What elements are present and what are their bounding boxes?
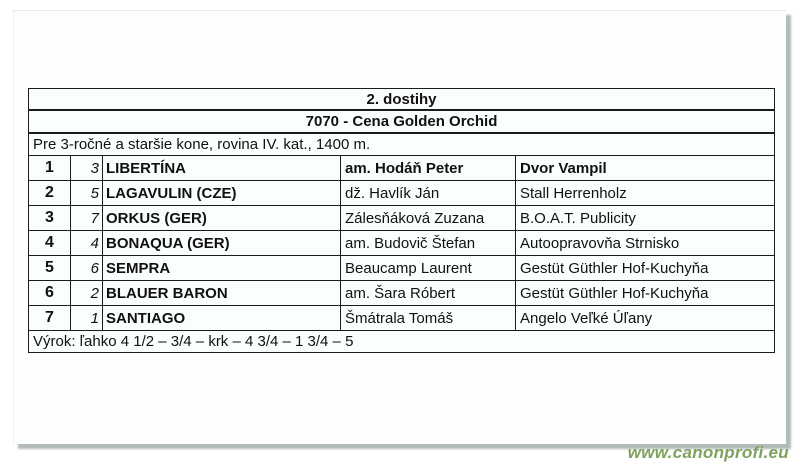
result-owner: Gestüt Güthler Hof-Kuchyňa xyxy=(516,281,775,306)
race-verdict-row xyxy=(29,331,775,353)
race-conditions: Pre 3-ročné a staršie kone, rovina IV. kat., 1400 m. xyxy=(29,133,775,156)
result-owner: Stall Herrenholz xyxy=(516,181,775,206)
result-place: 4 xyxy=(29,231,71,256)
result-program-number: 4 xyxy=(71,231,103,256)
race-name: 7070 - Cena Golden Orchid xyxy=(29,110,775,133)
result-place: 5 xyxy=(29,256,71,281)
result-jockey: am. Šara Róbert xyxy=(341,281,516,306)
result-program-number: 7 xyxy=(71,206,103,231)
result-row xyxy=(29,206,775,231)
result-row xyxy=(29,181,775,206)
result-horse-name: BONAQUA (GER) xyxy=(103,231,341,256)
result-horse-name: SANTIAGO xyxy=(103,306,341,331)
result-jockey: am. Hodáň Peter xyxy=(341,156,516,181)
result-row xyxy=(29,156,775,181)
result-program-number: 1 xyxy=(71,306,103,331)
result-row xyxy=(29,281,775,306)
race-title-row xyxy=(29,89,775,111)
result-jockey: dž. Havlík Ján xyxy=(341,181,516,206)
result-owner: Autoopravovňa Strnisko xyxy=(516,231,775,256)
result-horse-name: BLAUER BARON xyxy=(103,281,341,306)
result-owner: Dvor Vampil xyxy=(516,156,775,181)
watermark-text: www.canonprofi.eu xyxy=(627,443,789,462)
race-verdict: Výrok: ľahko 4 1/2 – 3/4 – krk – 4 3/4 – 1 3/4 – 5 xyxy=(29,331,775,353)
result-row xyxy=(29,306,775,331)
result-program-number: 5 xyxy=(71,181,103,206)
race-title: 2. dostihy xyxy=(29,89,775,111)
result-program-number: 2 xyxy=(71,281,103,306)
result-owner: Gestüt Güthler Hof-Kuchyňa xyxy=(516,256,775,281)
result-program-number: 3 xyxy=(71,156,103,181)
result-owner: B.O.A.T. Publicity xyxy=(516,206,775,231)
race-conditions-row xyxy=(29,133,775,156)
result-jockey: Zálesňáková Zuzana xyxy=(341,206,516,231)
result-row xyxy=(29,231,775,256)
results-body xyxy=(29,156,775,331)
result-place: 6 xyxy=(29,281,71,306)
result-horse-name: LAGAVULIN (CZE) xyxy=(103,181,341,206)
result-place: 3 xyxy=(29,206,71,231)
race-results-table xyxy=(28,88,775,353)
result-jockey: Šmátrala Tomáš xyxy=(341,306,516,331)
result-horse-name: ORKUS (GER) xyxy=(103,206,341,231)
result-owner: Angelo Veľké Úľany xyxy=(516,306,775,331)
result-place: 1 xyxy=(29,156,71,181)
result-program-number: 6 xyxy=(71,256,103,281)
race-name-row xyxy=(29,110,775,133)
result-jockey: Beaucamp Laurent xyxy=(341,256,516,281)
result-place: 2 xyxy=(29,181,71,206)
result-horse-name: LIBERTÍNA xyxy=(103,156,341,181)
document-page xyxy=(13,10,786,444)
result-row xyxy=(29,256,775,281)
result-horse-name: SEMPRA xyxy=(103,256,341,281)
result-jockey: am. Budovič Štefan xyxy=(341,231,516,256)
result-place: 7 xyxy=(29,306,71,331)
